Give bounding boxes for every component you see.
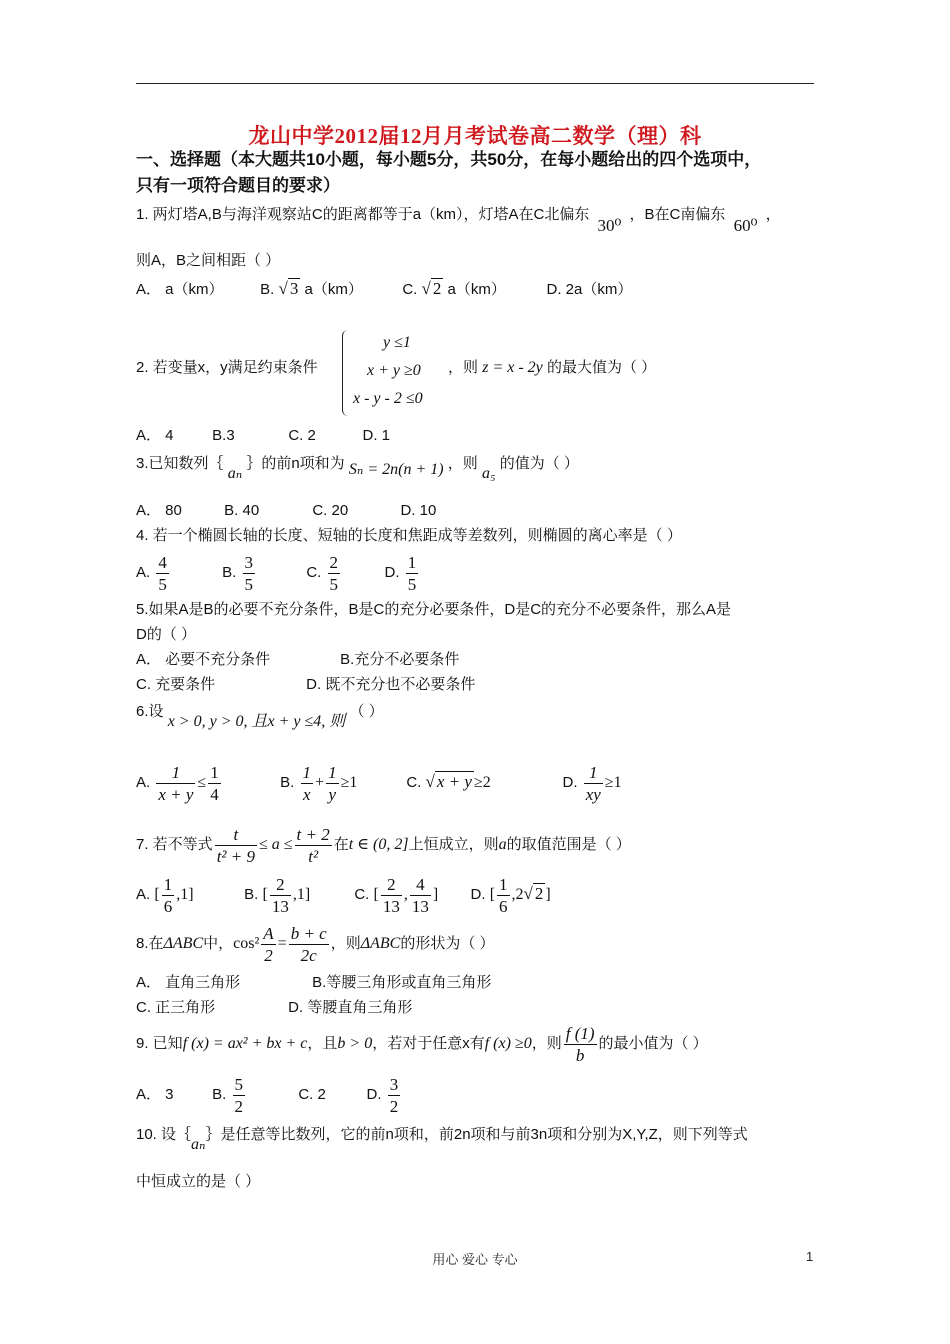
q2-text-c: 的最大值为（ ） bbox=[546, 359, 657, 376]
page-number: 1 bbox=[806, 1249, 814, 1264]
q7-option-c-denominator: 13 bbox=[382, 896, 400, 916]
q7-option-b-fraction bbox=[270, 874, 291, 917]
q6-option-b bbox=[280, 761, 402, 805]
q4-option-c-label: C. bbox=[306, 564, 322, 581]
q6-option-b-fraction bbox=[301, 762, 314, 805]
q7-option-a-label: A. bbox=[136, 886, 151, 903]
q2-constraint-3: x - y - 2 ≤0 bbox=[353, 390, 423, 407]
q5-options-row1 bbox=[136, 651, 459, 669]
q7-option-c-label: C. bbox=[354, 886, 370, 903]
q8-text: 8.在 bbox=[136, 935, 164, 952]
q6-option-d-numerator: 1 bbox=[584, 762, 603, 784]
q7-option-d-numerator: 1 bbox=[499, 874, 508, 894]
q8-option-c: C. 正三角形 bbox=[136, 999, 216, 1016]
document-title: 龙山中学2012届12月月考试卷高二数学（理）科 bbox=[248, 124, 702, 148]
q7-option-d-fraction bbox=[497, 874, 510, 917]
q7-fraction-right bbox=[295, 824, 332, 867]
q6-option-b-relation: ≥1 bbox=[340, 774, 358, 791]
q6-option-a-fraction bbox=[156, 762, 195, 805]
q1-option-c-sqrt: √ 2 bbox=[421, 279, 442, 298]
q6-option-c-label: C. bbox=[406, 774, 422, 791]
q10-text: 10. 设｛ bbox=[136, 1126, 192, 1143]
q6-option-a-label: A. bbox=[136, 774, 151, 791]
q10-line1 bbox=[136, 1126, 748, 1153]
q8-fraction-right bbox=[289, 923, 329, 966]
q7-fraction-left bbox=[215, 824, 257, 867]
q6-option-b-fraction2 bbox=[326, 762, 339, 805]
q8-cos: cos² bbox=[233, 935, 260, 952]
q8-options-row1 bbox=[136, 974, 491, 992]
q3-line1 bbox=[136, 455, 579, 482]
q7-option-c-numerator2: 4 bbox=[410, 874, 431, 896]
q8-text-c: ，则 bbox=[330, 935, 361, 952]
section-heading-line1: 一、选择题（本大题共10小题，每小题5分，共50分，在每小题给出的四个选项中， bbox=[136, 150, 762, 169]
q4-option-a bbox=[136, 551, 218, 595]
q6-option-c-relation: ≥2 bbox=[473, 774, 491, 791]
q7-option-c bbox=[354, 873, 466, 917]
q2-objective: z = x - 2y bbox=[482, 359, 543, 376]
q7-interval: t ∈ (0, 2] bbox=[348, 836, 409, 853]
q9-option-b-numerator: 5 bbox=[234, 1074, 244, 1094]
q7-fraction-left-numerator: t bbox=[215, 824, 257, 846]
q6-option-a-denominator2: 4 bbox=[210, 784, 219, 804]
q3-option-a: A． 80 bbox=[136, 502, 182, 519]
q8-line1 bbox=[136, 922, 495, 966]
page-footer: 用心 爱心 专心 bbox=[432, 1252, 518, 1267]
q1-line1 bbox=[136, 205, 781, 235]
q7-option-b-denominator: 13 bbox=[271, 896, 289, 916]
q8-fraction-right-denominator: 2c bbox=[300, 945, 317, 965]
q8-fraction-left bbox=[261, 923, 275, 966]
q5-option-b: B.充分不必要条件 bbox=[340, 651, 460, 668]
q6-option-d-relation: ≥1 bbox=[604, 774, 622, 791]
q4-option-d-label: D. bbox=[384, 564, 400, 581]
q7-option-c-open: [ bbox=[373, 886, 379, 903]
q8-triangle: ΔABC bbox=[163, 935, 204, 952]
q7-option-d bbox=[471, 872, 551, 917]
q9-condition-2: f (x) ≥0 bbox=[484, 1035, 532, 1052]
q7-line1 bbox=[136, 823, 631, 867]
q7-text-d: 的取值范围是（ ） bbox=[506, 836, 631, 853]
q6-label: 6.设 bbox=[136, 703, 164, 720]
q10-text-b: ｝是任意等比数列，它的前n项和，前2n项和与前3n项和分别为X,Y,Z，则下列等式 bbox=[205, 1126, 748, 1143]
q2-option-c: C. 2 bbox=[288, 427, 316, 444]
q7-fraction-right-denominator: t² bbox=[308, 846, 319, 866]
q4-option-c-fraction bbox=[328, 552, 341, 595]
q5-option-c: C. 充要条件 bbox=[136, 676, 216, 693]
q6-option-b-denominator2: y bbox=[328, 784, 337, 804]
q4-option-b bbox=[222, 551, 302, 595]
q8-option-b: B.等腰三角形或直角三角形 bbox=[312, 974, 492, 991]
q9-option-b-label: B. bbox=[212, 1086, 227, 1103]
q6-option-d-fraction bbox=[584, 762, 603, 805]
q7-option-d-comma: ,2 bbox=[511, 886, 524, 903]
q8-option-a: A． 直角三角形 bbox=[136, 974, 241, 991]
q2-text: 2. 若变量x，y满足约束条件 bbox=[136, 359, 318, 376]
q5-option-d: D. 既不充分也不必要条件 bbox=[306, 676, 476, 693]
q1-option-b-radicand: 3 bbox=[289, 279, 299, 298]
q1-option-c-label: C. bbox=[402, 281, 418, 298]
q6-line1 bbox=[136, 703, 384, 730]
q9-text: 9. 已知 bbox=[136, 1035, 183, 1052]
q6-option-a bbox=[136, 761, 276, 805]
q9-option-d bbox=[367, 1073, 403, 1117]
q7-option-d-label: D. bbox=[470, 886, 486, 903]
q6-condition: x > 0, y > 0, 且x + y ≤4, 则 bbox=[167, 713, 346, 730]
q6-option-d-label: D. bbox=[562, 774, 578, 791]
q3-text: 3.已知数列｛ bbox=[136, 455, 224, 472]
q9-option-d-numerator: 3 bbox=[389, 1074, 399, 1094]
q6-option-c-sqrt: √ x + y bbox=[425, 772, 472, 791]
q2-constraint-2: x + y ≥0 bbox=[367, 362, 421, 379]
q9-text-b: ，且 bbox=[307, 1035, 338, 1052]
q6-option-b-numerator2: 1 bbox=[328, 762, 337, 782]
q6-option-d-denominator: xy bbox=[585, 784, 601, 804]
q7-text-c: 上恒成立，则 bbox=[408, 836, 499, 853]
q4-option-d-numerator: 1 bbox=[407, 552, 417, 572]
q6-paren: （ ） bbox=[349, 703, 384, 720]
q5-options-row2 bbox=[136, 676, 475, 694]
q7-fraction-left-denominator: t² + 9 bbox=[216, 846, 255, 866]
q9-option-d-label: D. bbox=[366, 1086, 382, 1103]
q10-line2: 中恒成立的是（ ） bbox=[136, 1173, 261, 1190]
q4-options bbox=[136, 551, 420, 595]
q4-option-d bbox=[385, 551, 421, 595]
q3-text-d: 的值为（ ） bbox=[499, 455, 579, 472]
q7-option-a-fraction bbox=[162, 874, 175, 917]
q7-option-c-numerator: 2 bbox=[381, 874, 402, 896]
q2-option-b: B.3 bbox=[212, 427, 235, 444]
q9-options bbox=[136, 1073, 402, 1117]
q1-option-a: A． a（km） bbox=[136, 281, 224, 298]
q9-condition: b > 0 bbox=[337, 1035, 373, 1052]
q6-option-c bbox=[406, 760, 558, 805]
q2-line1 bbox=[136, 359, 656, 377]
q9-fraction-numerator: f (1) bbox=[565, 1023, 595, 1043]
q7-variable: a bbox=[498, 836, 507, 853]
q7-option-b-open: [ bbox=[262, 886, 268, 903]
q4-option-b-denominator: 5 bbox=[244, 574, 254, 594]
q9-option-b bbox=[212, 1073, 294, 1117]
q4-option-c-denominator: 5 bbox=[329, 574, 339, 594]
q8-triangle-2: ΔABC bbox=[360, 935, 401, 952]
q3-text-b: ｝的前n项和为 bbox=[246, 455, 345, 472]
q6-option-b-plus: + bbox=[315, 774, 325, 791]
q2-text-b: ，则 bbox=[448, 359, 479, 376]
q2-option-a: A． 4 bbox=[136, 427, 174, 444]
q8-fraction-right-numerator: b + c bbox=[290, 923, 327, 943]
q7-option-c-close: ] bbox=[432, 886, 439, 903]
q9-option-b-fraction bbox=[233, 1074, 246, 1117]
q1-angle1: 30⁰ bbox=[597, 216, 622, 235]
q4-option-b-numerator: 3 bbox=[244, 552, 254, 572]
header-rule bbox=[136, 83, 814, 84]
q9-text-d: ，则 bbox=[531, 1035, 562, 1052]
q7-option-b-numerator: 2 bbox=[270, 874, 291, 896]
q9-option-c: C. 2 bbox=[298, 1086, 326, 1103]
q2-options bbox=[136, 427, 390, 445]
q3-option-b: B. 40 bbox=[224, 502, 260, 519]
q5-line1: 5.如果A是B的必要不充分条件，B是C的充分必要条件，D是C的充分不必要条件，那么A是 bbox=[136, 601, 732, 618]
q7-option-a-open: [ bbox=[154, 886, 160, 903]
q9-function: f (x) = ax² + bx + c bbox=[182, 1035, 308, 1052]
q4-option-a-numerator: 4 bbox=[158, 552, 167, 572]
q9-option-b-denominator: 2 bbox=[234, 1096, 244, 1116]
q7-option-b-label: B. bbox=[244, 886, 259, 903]
q6-option-a-relation: ≤ bbox=[197, 774, 207, 791]
q3-term: a₅ bbox=[481, 465, 496, 482]
q7-option-d-close: ] bbox=[545, 886, 551, 903]
q8-text-d: 的形状为（ ） bbox=[400, 935, 495, 952]
q7-option-c-denominator2: 13 bbox=[411, 896, 429, 916]
q1-option-c-tail: a（km） bbox=[447, 281, 506, 298]
q1-option-b bbox=[260, 280, 398, 299]
q1-angle2: 60⁰ bbox=[733, 216, 758, 235]
q3-sum: Sₙ = 2n(n + 1) bbox=[348, 461, 444, 478]
q9-text-e: 的最小值为（ ） bbox=[598, 1035, 708, 1052]
q7-option-d-radicand: 2 bbox=[534, 884, 544, 903]
q4-option-a-label: A. bbox=[136, 564, 151, 581]
q7-option-d-open: [ bbox=[489, 886, 496, 903]
q9-fraction-denominator: b bbox=[575, 1045, 585, 1065]
q8-text-b: 中， bbox=[203, 935, 234, 952]
q1-option-c-radicand: 2 bbox=[432, 279, 442, 298]
q6-option-b-denominator: x bbox=[303, 784, 311, 804]
q5-line2: D的（ ） bbox=[136, 626, 197, 643]
q7-option-a-numerator: 1 bbox=[163, 874, 173, 894]
q7-option-c-fraction2 bbox=[410, 874, 431, 917]
q4-option-c bbox=[306, 551, 380, 595]
q1-option-b-label: B. bbox=[260, 281, 275, 298]
q7-option-a-tail: ,1] bbox=[176, 886, 194, 903]
q6-option-d bbox=[563, 761, 622, 805]
q3-option-c: C. 20 bbox=[312, 502, 349, 519]
q7-option-a bbox=[136, 873, 240, 917]
q6-options bbox=[136, 760, 622, 805]
q1-options bbox=[136, 280, 632, 299]
q8-options-row2 bbox=[136, 999, 412, 1017]
q7-option-c-fraction bbox=[381, 874, 402, 917]
q9-option-d-fraction bbox=[388, 1074, 401, 1117]
q1-text: 1. 两灯塔A,B与海洋观察站C的距离都等于a（km），灯塔A在C北偏东 bbox=[136, 206, 590, 223]
q6-option-c-radicand: x + y bbox=[436, 772, 472, 791]
q8-equals: = bbox=[277, 935, 287, 952]
q4-option-d-denominator: 5 bbox=[407, 574, 417, 594]
q9-text-c: ，若对于任意x有 bbox=[372, 1035, 485, 1052]
q6-option-a-numerator2: 1 bbox=[210, 762, 219, 782]
q1-option-d: D. 2a（km） bbox=[546, 281, 633, 298]
q8-fraction-left-numerator: A bbox=[263, 923, 274, 943]
section-heading-line2: 只有一项符合题目的要求） bbox=[136, 176, 340, 195]
q1-option-b-sqrt: √ 3 bbox=[278, 279, 299, 298]
q4-option-b-fraction bbox=[243, 552, 256, 595]
q3-options bbox=[136, 502, 436, 520]
q1-line2: 则A，B之间相距（ ） bbox=[136, 252, 281, 269]
q3-sequence: aₙ bbox=[227, 465, 243, 482]
q7-options bbox=[136, 872, 551, 917]
q1-option-b-tail: a（km） bbox=[304, 281, 363, 298]
q10-sequence: aₙ bbox=[191, 1136, 206, 1153]
q7-text-b: 在 bbox=[333, 836, 349, 853]
q8-option-d: D. 等腰直角三角形 bbox=[288, 999, 413, 1016]
q7-option-a-denominator: 6 bbox=[163, 896, 173, 916]
q6-option-a-fraction2 bbox=[208, 762, 221, 805]
q1-option-c bbox=[402, 280, 542, 299]
q9-option-d-denominator: 2 bbox=[389, 1096, 399, 1116]
q4-option-d-fraction bbox=[406, 552, 419, 595]
q8-fraction-left-denominator: 2 bbox=[264, 945, 273, 965]
q2-constraint-1: y ≤1 bbox=[383, 334, 411, 351]
q9-fraction bbox=[564, 1023, 597, 1066]
q4-text: 4. 若一个椭圆长轴的长度、短轴的长度和焦距成等差数列，则椭圆的离心率是（ ） bbox=[136, 527, 682, 544]
q6-option-a-numerator: 1 bbox=[156, 762, 195, 784]
q7-fraction-right-numerator: t + 2 bbox=[296, 824, 330, 844]
q4-option-a-denominator: 5 bbox=[158, 574, 167, 594]
q6-option-b-label: B. bbox=[280, 774, 295, 791]
q9-line1 bbox=[136, 1022, 708, 1066]
q6-option-b-numerator: 1 bbox=[302, 762, 312, 782]
q5-option-a: A． 必要不充分条件 bbox=[136, 651, 271, 668]
q7-option-b bbox=[244, 873, 350, 917]
q7-text: 7. 若不等式 bbox=[136, 836, 213, 853]
q7-option-c-comma: , bbox=[403, 886, 408, 903]
q4-option-a-fraction bbox=[156, 552, 169, 595]
q7-middle: ≤ a ≤ bbox=[258, 836, 293, 853]
q4-option-c-numerator: 2 bbox=[329, 552, 339, 572]
q3-text-c: ，则 bbox=[447, 455, 478, 472]
q9-option-a: A． 3 bbox=[136, 1086, 174, 1103]
q2-option-d: D. 1 bbox=[362, 427, 391, 444]
q7-option-d-sqrt: √ 2 bbox=[523, 884, 544, 903]
q1-text-c: ， bbox=[765, 206, 781, 223]
q3-option-d: D. 10 bbox=[400, 502, 437, 519]
q7-option-d-denominator: 6 bbox=[499, 896, 508, 916]
q4-option-b-label: B. bbox=[222, 564, 237, 581]
q1-text-b: ，B在C南偏东 bbox=[629, 206, 726, 223]
q6-option-a-denominator: x + y bbox=[158, 784, 194, 804]
q7-option-b-tail: ,1] bbox=[292, 886, 311, 903]
